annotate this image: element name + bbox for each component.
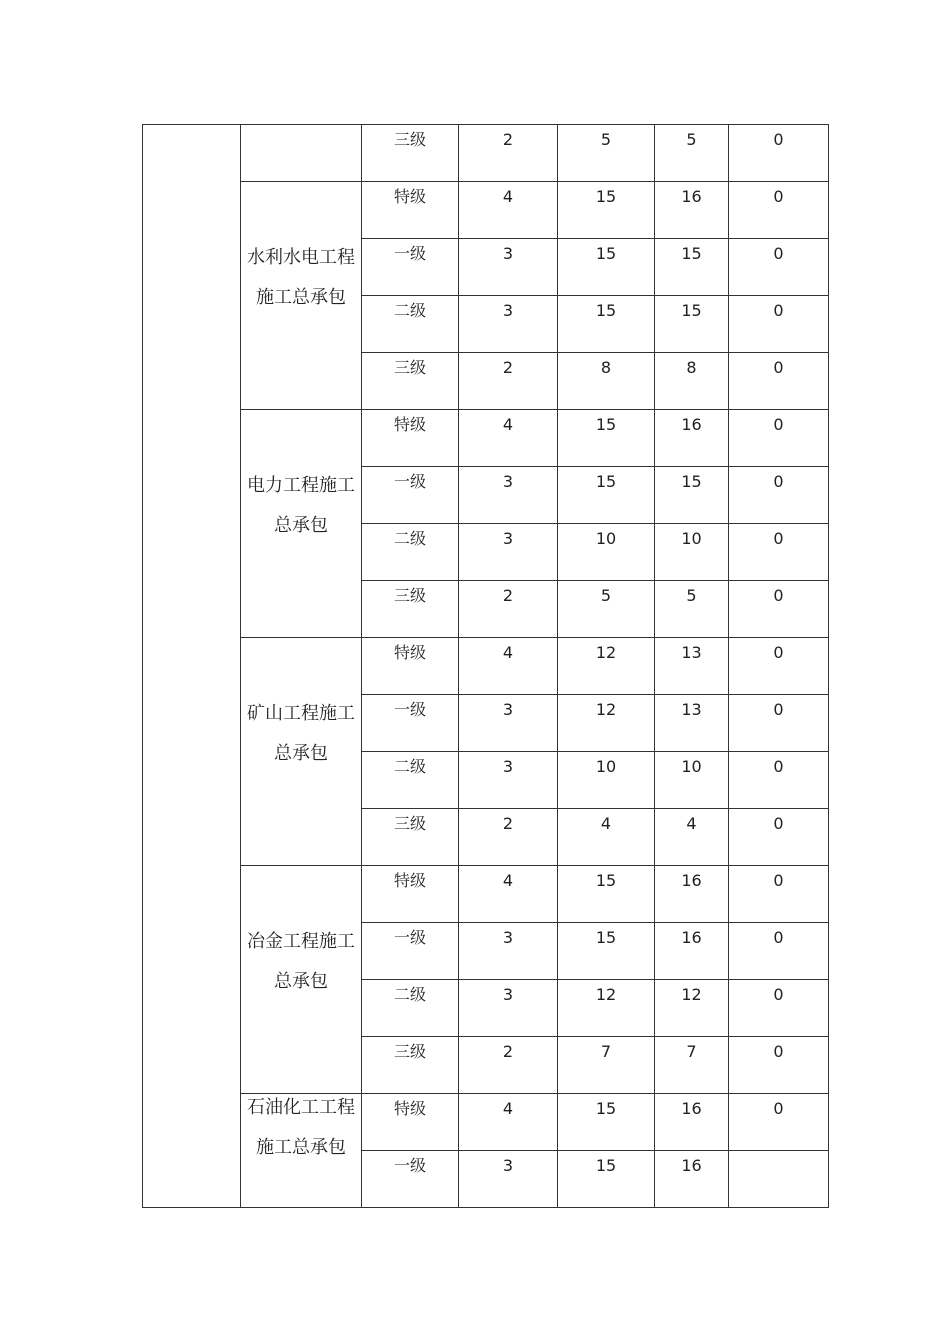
value-cell-3 — [655, 239, 729, 296]
value-text: 3 — [502, 301, 514, 320]
value-text: 0 — [773, 871, 784, 890]
value-text: 15 — [595, 301, 617, 320]
value-cell-1 — [459, 467, 558, 524]
value-text: 16 — [681, 415, 702, 434]
value-text: 4 — [502, 643, 514, 662]
value-text: 15 — [681, 301, 702, 320]
value-text: 4 — [502, 415, 514, 434]
value-text: 0 — [773, 472, 784, 491]
value-text: 0 — [773, 700, 784, 719]
value-text: 3 — [502, 244, 514, 263]
value-cell-2 — [558, 1151, 655, 1208]
value-cell-2 — [558, 467, 655, 524]
value-cell-2 — [558, 239, 655, 296]
table-row — [143, 182, 829, 239]
category-cell — [241, 410, 362, 638]
value-cell-1 — [459, 638, 558, 695]
value-cell-3 — [655, 410, 729, 467]
value-cell-4 — [729, 353, 829, 410]
level-label: 一级 — [393, 1156, 426, 1175]
value-text: 8 — [686, 358, 697, 377]
level-cell — [362, 1151, 459, 1208]
level-label: 一级 — [393, 928, 426, 947]
value-text: 5 — [600, 586, 612, 605]
category-cell — [241, 866, 362, 1094]
value-cell-4 — [729, 524, 829, 581]
value-cell-2 — [558, 1094, 655, 1151]
value-cell-4 — [729, 923, 829, 980]
value-cell-4 — [729, 410, 829, 467]
value-text: 0 — [773, 415, 784, 434]
value-cell-3 — [655, 752, 729, 809]
category-cell-continued — [241, 125, 362, 182]
value-text: 10 — [681, 757, 702, 776]
value-text: 15 — [681, 244, 702, 263]
level-cell — [362, 353, 459, 410]
value-cell-3 — [655, 182, 729, 239]
value-text: 12 — [681, 985, 702, 1004]
category-label: 石油化工工程施工总承包 — [247, 1097, 355, 1158]
value-text: 3 — [502, 529, 514, 548]
value-cell-2 — [558, 923, 655, 980]
value-cell-1 — [459, 353, 558, 410]
level-label: 二级 — [393, 985, 426, 1004]
value-cell-1 — [459, 980, 558, 1037]
level-cell — [362, 467, 459, 524]
value-cell-2 — [558, 866, 655, 923]
level-cell — [362, 410, 459, 467]
table-row — [143, 125, 829, 182]
level-cell — [362, 1037, 459, 1094]
value-cell-2 — [558, 752, 655, 809]
value-text: 13 — [681, 700, 702, 719]
value-cell-2 — [558, 353, 655, 410]
category-label: 水利水电工程施工总承包 — [247, 246, 355, 308]
level-label: 一级 — [393, 472, 426, 491]
value-text: 4 — [600, 814, 612, 833]
category-cell — [241, 638, 362, 866]
value-text: 2 — [502, 130, 514, 149]
value-text: 15 — [595, 871, 617, 890]
value-text: 3 — [502, 700, 514, 719]
value-text: 15 — [595, 472, 617, 491]
value-cell-2 — [558, 182, 655, 239]
level-cell — [362, 524, 459, 581]
level-label: 特级 — [393, 643, 426, 662]
value-text — [729, 1151, 828, 1156]
level-label: 三级 — [393, 586, 426, 605]
value-text: 0 — [773, 244, 784, 263]
value-cell-3 — [655, 296, 729, 353]
value-cell-3 — [655, 1037, 729, 1094]
value-cell-2 — [558, 695, 655, 752]
level-cell — [362, 182, 459, 239]
value-text: 15 — [595, 928, 617, 947]
value-cell-1 — [459, 524, 558, 581]
value-cell-4 — [729, 980, 829, 1037]
category-cell — [241, 1094, 362, 1208]
value-text: 0 — [773, 301, 784, 320]
value-cell-2 — [558, 125, 655, 182]
value-cell-2 — [558, 1037, 655, 1094]
value-text: 0 — [773, 985, 784, 1004]
value-cell-3 — [655, 695, 729, 752]
level-label: 特级 — [393, 871, 426, 890]
value-cell-3 — [655, 1094, 729, 1151]
value-text: 0 — [773, 586, 784, 605]
value-cell-4 — [729, 239, 829, 296]
level-cell — [362, 695, 459, 752]
value-cell-1 — [459, 410, 558, 467]
value-text: 5 — [686, 586, 697, 605]
value-text: 0 — [773, 1042, 784, 1061]
value-text: 0 — [773, 757, 784, 776]
value-cell-1 — [459, 923, 558, 980]
value-text: 2 — [502, 586, 514, 605]
leading-empty-column — [143, 125, 241, 1208]
value-text: 0 — [773, 529, 784, 548]
value-cell-1 — [459, 581, 558, 638]
value-text: 4 — [502, 871, 514, 890]
value-cell-4 — [729, 1037, 829, 1094]
value-cell-3 — [655, 581, 729, 638]
value-cell-2 — [558, 638, 655, 695]
table-row — [143, 638, 829, 695]
level-label: 一级 — [393, 700, 426, 719]
category-label: 冶金工程施工总承包 — [247, 930, 355, 992]
value-text: 8 — [600, 358, 612, 377]
value-text: 2 — [502, 814, 514, 833]
value-cell-2 — [558, 980, 655, 1037]
value-cell-1 — [459, 1037, 558, 1094]
value-cell-1 — [459, 182, 558, 239]
level-label: 特级 — [393, 415, 426, 434]
category-label: 矿山工程施工总承包 — [247, 702, 355, 764]
value-cell-2 — [558, 581, 655, 638]
value-text: 10 — [681, 529, 702, 548]
value-text: 16 — [681, 1099, 702, 1118]
level-label: 三级 — [393, 814, 426, 833]
value-text: 0 — [773, 1099, 784, 1118]
value-cell-2 — [558, 296, 655, 353]
table-row — [143, 866, 829, 923]
level-label: 二级 — [393, 529, 426, 548]
value-cell-3 — [655, 353, 729, 410]
value-text: 16 — [681, 928, 702, 947]
value-text: 16 — [681, 187, 702, 206]
level-label: 二级 — [393, 757, 426, 776]
value-text: 15 — [595, 415, 617, 434]
value-cell-3 — [655, 638, 729, 695]
value-cell-1 — [459, 695, 558, 752]
value-text: 16 — [681, 871, 702, 890]
level-label: 特级 — [393, 1099, 426, 1118]
value-text: 3 — [502, 985, 514, 1004]
value-text: 0 — [773, 358, 784, 377]
value-cell-3 — [655, 923, 729, 980]
value-text: 3 — [502, 928, 514, 947]
value-text: 16 — [681, 1156, 702, 1175]
level-label: 三级 — [393, 358, 426, 377]
value-text: 5 — [600, 130, 612, 149]
level-cell — [362, 638, 459, 695]
value-cell-2 — [558, 524, 655, 581]
value-text: 0 — [773, 130, 784, 149]
value-text: 3 — [502, 472, 514, 491]
value-cell-3 — [655, 809, 729, 866]
level-cell — [362, 296, 459, 353]
value-text: 3 — [502, 757, 514, 776]
value-cell-4 — [729, 1151, 829, 1208]
level-cell — [362, 866, 459, 923]
value-text: 13 — [681, 643, 702, 662]
value-text: 10 — [595, 529, 617, 548]
value-cell-4 — [729, 125, 829, 182]
level-label: 三级 — [393, 130, 426, 149]
value-text: 12 — [595, 643, 617, 662]
level-cell — [362, 980, 459, 1037]
value-cell-2 — [558, 410, 655, 467]
value-cell-3 — [655, 866, 729, 923]
value-text: 0 — [773, 814, 784, 833]
value-cell-4 — [729, 638, 829, 695]
table-row — [143, 1094, 829, 1151]
value-text: 2 — [502, 358, 514, 377]
value-cell-4 — [729, 182, 829, 239]
level-label: 一级 — [393, 244, 426, 263]
value-text: 7 — [686, 1042, 697, 1061]
value-cell-1 — [459, 866, 558, 923]
value-text: 0 — [773, 928, 784, 947]
value-cell-3 — [655, 125, 729, 182]
value-text: 7 — [600, 1042, 612, 1061]
value-cell-2 — [558, 809, 655, 866]
value-text: 15 — [595, 1099, 617, 1118]
value-cell-4 — [729, 752, 829, 809]
table-body — [143, 125, 829, 1208]
value-cell-3 — [655, 980, 729, 1037]
level-cell — [362, 809, 459, 866]
value-text: 4 — [502, 187, 514, 206]
value-text: 15 — [595, 187, 617, 206]
value-cell-1 — [459, 1094, 558, 1151]
value-cell-4 — [729, 695, 829, 752]
value-cell-1 — [459, 296, 558, 353]
value-text: 12 — [595, 985, 617, 1004]
value-text: 2 — [502, 1042, 514, 1061]
value-cell-3 — [655, 524, 729, 581]
level-label: 三级 — [393, 1042, 426, 1061]
value-text: 12 — [595, 700, 617, 719]
table-row — [143, 410, 829, 467]
level-label: 特级 — [393, 187, 426, 206]
level-cell — [362, 125, 459, 182]
value-cell-4 — [729, 1094, 829, 1151]
value-cell-4 — [729, 866, 829, 923]
value-text: 15 — [595, 1156, 617, 1175]
value-cell-4 — [729, 467, 829, 524]
value-text: 15 — [681, 472, 702, 491]
qualification-table — [142, 124, 829, 1208]
value-cell-1 — [459, 752, 558, 809]
level-cell — [362, 239, 459, 296]
category-label: 电力工程施工总承包 — [247, 474, 355, 536]
level-label: 二级 — [393, 301, 426, 320]
value-text: 4 — [502, 1099, 514, 1118]
value-text: 0 — [773, 643, 784, 662]
level-cell — [362, 581, 459, 638]
value-text: 15 — [595, 244, 617, 263]
value-cell-1 — [459, 809, 558, 866]
level-cell — [362, 1094, 459, 1151]
level-cell — [362, 752, 459, 809]
value-cell-3 — [655, 467, 729, 524]
category-cell — [241, 182, 362, 410]
value-text: 10 — [595, 757, 617, 776]
value-cell-3 — [655, 1151, 729, 1208]
value-text: 5 — [686, 130, 697, 149]
value-text: 0 — [773, 187, 784, 206]
value-cell-1 — [459, 125, 558, 182]
value-cell-1 — [459, 239, 558, 296]
value-text: 3 — [502, 1156, 514, 1175]
value-cell-4 — [729, 809, 829, 866]
value-cell-4 — [729, 581, 829, 638]
value-cell-4 — [729, 296, 829, 353]
value-cell-1 — [459, 1151, 558, 1208]
level-cell — [362, 923, 459, 980]
value-text: 4 — [686, 814, 697, 833]
